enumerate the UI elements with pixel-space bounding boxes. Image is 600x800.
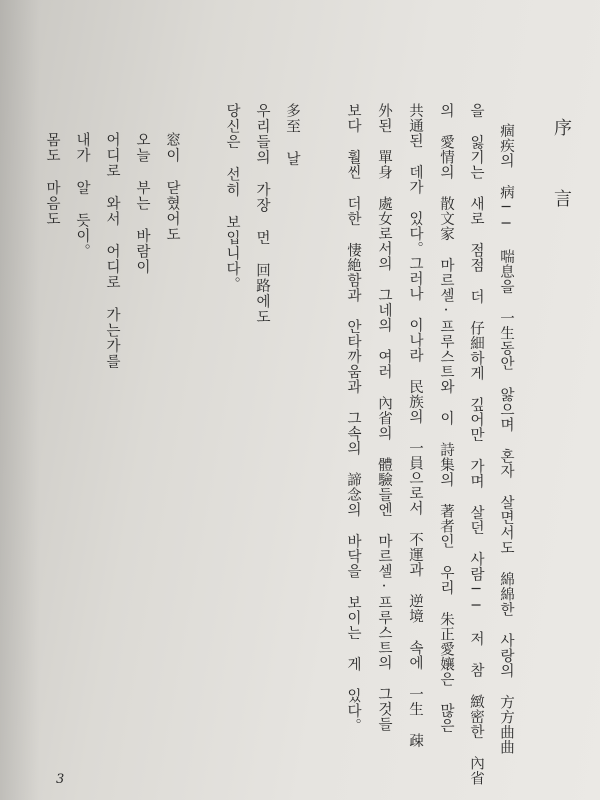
poem-line: 多至 날: [284, 103, 300, 167]
paragraph-line: 共通된 데가 있다。그러나 이나라 民族의 一員으로서 不運과 逆境 속에 一生 疎: [407, 103, 423, 748]
page-number: 3: [56, 772, 65, 787]
paragraph-line: 보다 훨씬 더한 悽絶함과 안타까움과 그속의 諦念의 바닥을 보이는 게 있다。: [345, 103, 361, 733]
poem-line: 당신은 선히 보입니다。: [224, 103, 240, 292]
paragraph-line: 의 愛情의 散文家 마르셀·프루스트와 이 詩集의 著者인 우리 朱正愛孃은 많은: [438, 103, 454, 733]
poem-line: 우리들의 가장 먼 回路에도: [254, 103, 270, 325]
page-title: 序 言: [551, 118, 572, 223]
poem-line: 내가 알 듯이。: [74, 132, 90, 259]
paragraph-line: 痼疾의 病── 喘息을 一生동안 앓으며 혼자 살면서도 綿綿한 사랑의 方方曲曲: [498, 123, 514, 755]
paragraph-line: 外된 單身 處女로서의 그네의 여러 內省의 體驗들엔 마르셀·프루스트의 그것들: [376, 103, 392, 732]
paragraph-line: 을 잃기는 새로 점점 더 仔細하게 깊어만 가며 살던 사람── 저 참 緻密한 內省: [468, 103, 484, 786]
poem-line: 몸도 마음도: [44, 132, 60, 227]
poem-line: 어디로 와서 어디로 가는가를: [104, 132, 120, 369]
poem-line: 오늘 부는 바람이: [134, 132, 150, 275]
poem-line: 窓이 닫혔어도: [164, 132, 180, 242]
